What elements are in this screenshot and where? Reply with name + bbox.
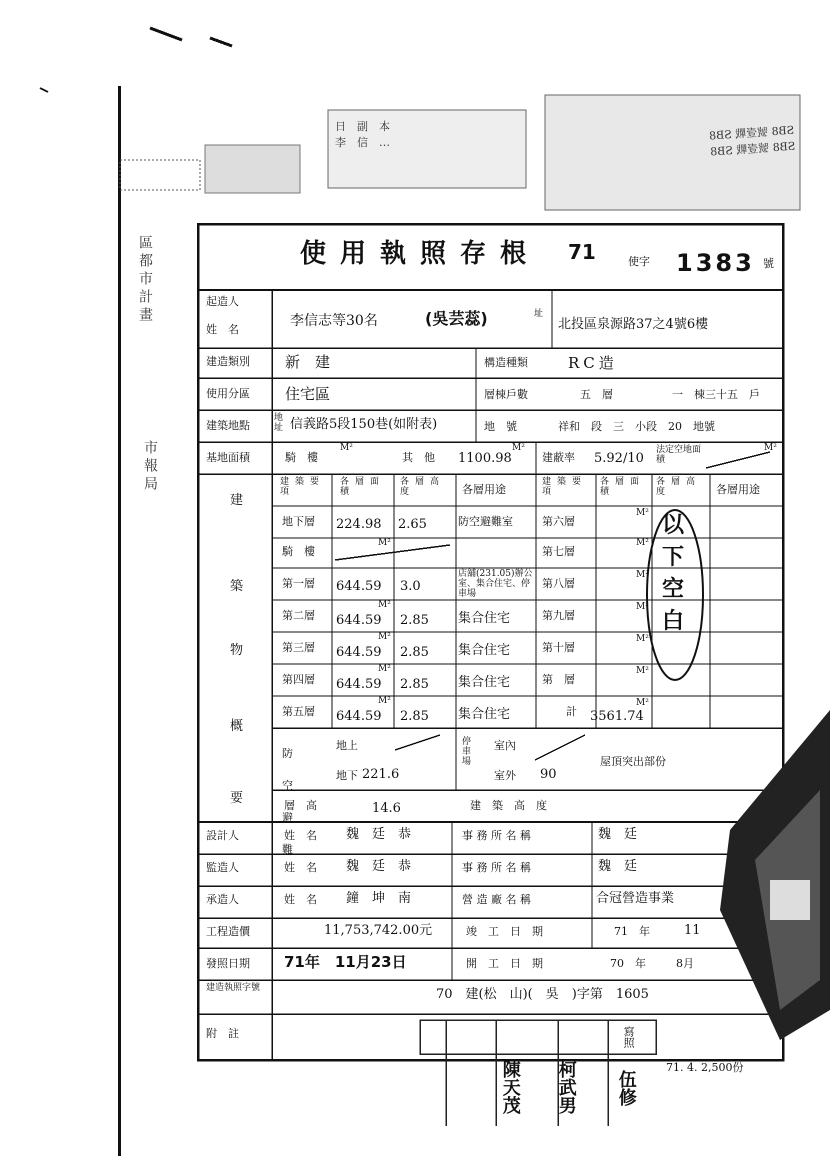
- zoning-value: 住宅區: [285, 385, 331, 403]
- parking-indoor-label: 室內: [494, 739, 516, 752]
- floor-area-0: 224.98: [336, 517, 382, 532]
- story-height-value: 14.6: [372, 801, 401, 816]
- floor-name-3: 第二層: [282, 609, 315, 622]
- start-date-label: 開 工 日 期: [466, 957, 543, 970]
- parking-outdoor-label: 室外: [494, 769, 516, 782]
- floor-area-2: 644.59: [336, 579, 382, 594]
- structure-label: 構造種類: [484, 356, 528, 369]
- floor-right-6: 計: [566, 705, 577, 718]
- floor-height-3: 2.85: [400, 613, 429, 628]
- designer-office: 魏 廷: [598, 827, 638, 842]
- signature-chief: 陳天茂: [499, 1060, 521, 1114]
- parking-outdoor-value: 90: [540, 767, 557, 782]
- floor-use-4: 集合住宅: [458, 643, 511, 658]
- form-title: 使用執照存根: [300, 239, 541, 269]
- stamp-top-left: 日 副 本 李 信 …: [335, 120, 390, 149]
- floor-height-0: 2.65: [398, 517, 427, 532]
- contractor-name-label: 姓 名: [284, 893, 317, 906]
- done-year: 71 年: [614, 925, 650, 938]
- signature-officer: 柯武男: [555, 1060, 577, 1114]
- bldg-side-1: 建: [230, 493, 244, 508]
- shelter-below-value: 221.6: [362, 767, 400, 782]
- legal-area-label: 法定空地面積: [656, 445, 702, 465]
- cert-suffix: 號: [763, 257, 774, 270]
- owner-name: 李信志等30名: [290, 313, 378, 329]
- floor-height-6: 2.85: [400, 709, 429, 724]
- cost-label: 工程造價: [206, 925, 250, 938]
- floor-right-0: 第六層: [542, 515, 575, 528]
- supervisor-office-label: 事 務 所 名 稱: [462, 861, 531, 874]
- floor-use-0: 防空避難室: [458, 515, 513, 528]
- shelter-below-label: 地下: [336, 769, 358, 782]
- unit-mark: M²: [378, 632, 391, 642]
- floor-right-4: 第十層: [542, 641, 575, 654]
- parking-label: 停車場: [462, 737, 472, 767]
- floor-height-4: 2.85: [400, 645, 429, 660]
- unit-mark: M²: [378, 696, 391, 706]
- floor-right-2: 第八層: [542, 577, 575, 590]
- units-value: 一 棟三十五 戶: [672, 388, 760, 401]
- designer-label: 設計人: [206, 829, 239, 842]
- contractor-firm-label: 營 造 廠 名 稱: [462, 893, 531, 906]
- contractor-firm: 合冠營造事業: [596, 891, 675, 906]
- unit-mark: M²: [636, 508, 649, 518]
- floor-height-2: 3.0: [400, 579, 421, 594]
- blank-note-1: 以: [662, 513, 685, 538]
- site-other-label: 其 他: [402, 451, 435, 464]
- start-month: 8月: [676, 957, 694, 970]
- total-area: 3561.74: [590, 709, 644, 724]
- floor-name-2: 第一層: [282, 577, 315, 590]
- site-label: 基地面積: [206, 451, 250, 464]
- roof-label: 屋頂突出部份: [600, 755, 666, 768]
- floor-use-3: 集合住宅: [458, 611, 511, 626]
- corner-stamp: [660, 710, 830, 1040]
- coverage-value: 5.92/10: [594, 451, 644, 466]
- permit-label: 建造執照字號: [206, 983, 261, 993]
- left-margin-note-2: 市報局: [142, 440, 158, 494]
- unit-mark: M²: [636, 634, 649, 644]
- story-height-label: 層 高: [284, 799, 317, 812]
- blank-note-2: 下: [662, 545, 685, 570]
- col-use-right: 各層用途: [716, 483, 760, 496]
- floor-use-6: 集合住宅: [458, 707, 511, 722]
- bldg-side-5: 要: [230, 791, 244, 806]
- col-area-right: 各層面積: [600, 477, 646, 497]
- zoning-label: 使用分區: [206, 387, 250, 400]
- designer-name-label: 姓 名: [284, 829, 317, 842]
- floor-right-1: 第七層: [542, 545, 575, 558]
- designer-name: 魏 廷 恭: [346, 827, 412, 842]
- bldg-side-3: 物: [230, 643, 244, 658]
- unit-mark: M²: [636, 698, 649, 708]
- shelter-label: 防空避難: [282, 747, 303, 856]
- col-area-left: 各層面積: [340, 477, 386, 497]
- col-use-left: 各層用途: [462, 483, 506, 496]
- floor-area-3: 644.59: [336, 613, 382, 628]
- issue-label: 發照日期: [206, 957, 250, 970]
- bldg-height-label: 建 築 高 度: [470, 799, 547, 812]
- supervisor-office: 魏 廷: [598, 859, 638, 874]
- owner-name-note: (吳芸蕊): [425, 309, 488, 328]
- unit-mark: M²: [636, 570, 649, 580]
- floor-height-5: 2.85: [400, 677, 429, 692]
- location-addr-tag: 地址: [274, 413, 284, 433]
- unit-mark: M²: [378, 600, 391, 610]
- designer-office-label: 事 務 所 名 稱: [462, 829, 531, 842]
- cert-label: 使字: [628, 255, 650, 268]
- signature-writer-label: 寫照: [622, 1026, 636, 1048]
- unit-mark: M²: [636, 538, 649, 548]
- remark-label: 附 註: [206, 1027, 239, 1040]
- floor-name-5: 第四層: [282, 673, 315, 686]
- signature-writer: 伍修: [615, 1070, 637, 1106]
- floor-area-5: 644.59: [336, 677, 382, 692]
- floor-name-6: 第五層: [282, 705, 315, 718]
- floor-name-1: 騎 樓: [282, 545, 315, 558]
- col-height-left: 各層高度: [400, 477, 446, 497]
- start-year: 70 年: [610, 957, 646, 970]
- floor-area-6: 644.59: [336, 709, 382, 724]
- contractor-label: 承造人: [206, 893, 239, 906]
- unit-mark: M²: [378, 664, 391, 674]
- permit-value: 70 建(松 山)( 吳 )字第 1605: [436, 987, 649, 1002]
- floor-right-5: 第 層: [542, 673, 575, 686]
- floor-right-3: 第九層: [542, 609, 575, 622]
- done-date-label: 竣 工 日 期: [466, 925, 543, 938]
- supervisor-label: 監造人: [206, 861, 239, 874]
- unit-mark: M²: [378, 538, 391, 548]
- contractor-name: 鐘 坤 南: [346, 891, 412, 906]
- bldg-side-4: 概: [230, 719, 244, 734]
- floor-name-0: 地下層: [282, 515, 315, 528]
- floors-label: 層棟戶數: [484, 388, 528, 401]
- col-item-right: 建築要項: [542, 477, 588, 497]
- lot-value: 祥和 段 三 小段 20 地號: [558, 420, 715, 433]
- floor-use-5: 集合住宅: [458, 675, 511, 690]
- cost-value: 11,753,742.00元: [324, 923, 433, 938]
- location-address: 信義路5段150巷(如附表): [290, 417, 438, 432]
- owner-address: 北投區泉源路37之4號6樓: [558, 317, 709, 332]
- site-unit-3: M²: [764, 443, 777, 453]
- supervisor-name: 魏 廷 恭: [346, 859, 412, 874]
- shelter-above-label: 地上: [336, 739, 358, 752]
- left-margin-note: 區都市計畫: [137, 235, 153, 325]
- floors-value: 五 層: [580, 388, 613, 401]
- build-type-value: 新 建: [285, 353, 331, 371]
- unit-mark: M²: [636, 602, 649, 612]
- blank-note-3: 空: [662, 577, 685, 602]
- done-month: 11: [684, 923, 701, 938]
- printing-note: 71. 4. 2,500份: [666, 1061, 744, 1074]
- location-label: 建築地點: [206, 419, 250, 432]
- site-unit-1: M²: [340, 443, 353, 453]
- floor-use-2: 店舖(231.05)辦公室、集合住宅、停車場: [458, 569, 533, 599]
- stamp-top-right: SB8 號壹戰 SB8 SB8 號壹戰 SB8: [708, 123, 796, 159]
- col-item-left: 建築要項: [280, 477, 326, 497]
- coverage-label: 建蔽率: [542, 451, 575, 464]
- owner-addr-label: 址: [534, 309, 544, 319]
- issue-value: 71年 11月23日: [284, 953, 407, 971]
- col-height-right: 各層高度: [656, 477, 702, 497]
- form-title-suffix: 71: [568, 240, 596, 264]
- lot-label: 地 號: [484, 420, 517, 433]
- build-type-label: 建造類別: [206, 355, 250, 368]
- floor-area-4: 644.59: [336, 645, 382, 660]
- blank-note-4: 白: [662, 609, 685, 634]
- bldg-side-2: 築: [230, 579, 244, 594]
- structure-value: RC造: [568, 354, 618, 372]
- owner-label-top: 起造人: [206, 295, 239, 308]
- floor-name-4: 第三層: [282, 641, 315, 654]
- site-other-value: 1100.98: [458, 451, 512, 466]
- site-balcony-label: 騎 樓: [285, 451, 318, 464]
- supervisor-name-label: 姓 名: [284, 861, 317, 874]
- unit-mark: M²: [636, 666, 649, 676]
- owner-label-bottom: 姓 名: [206, 323, 239, 336]
- site-unit-2: M²: [512, 443, 525, 453]
- cert-number: 1383: [676, 249, 755, 277]
